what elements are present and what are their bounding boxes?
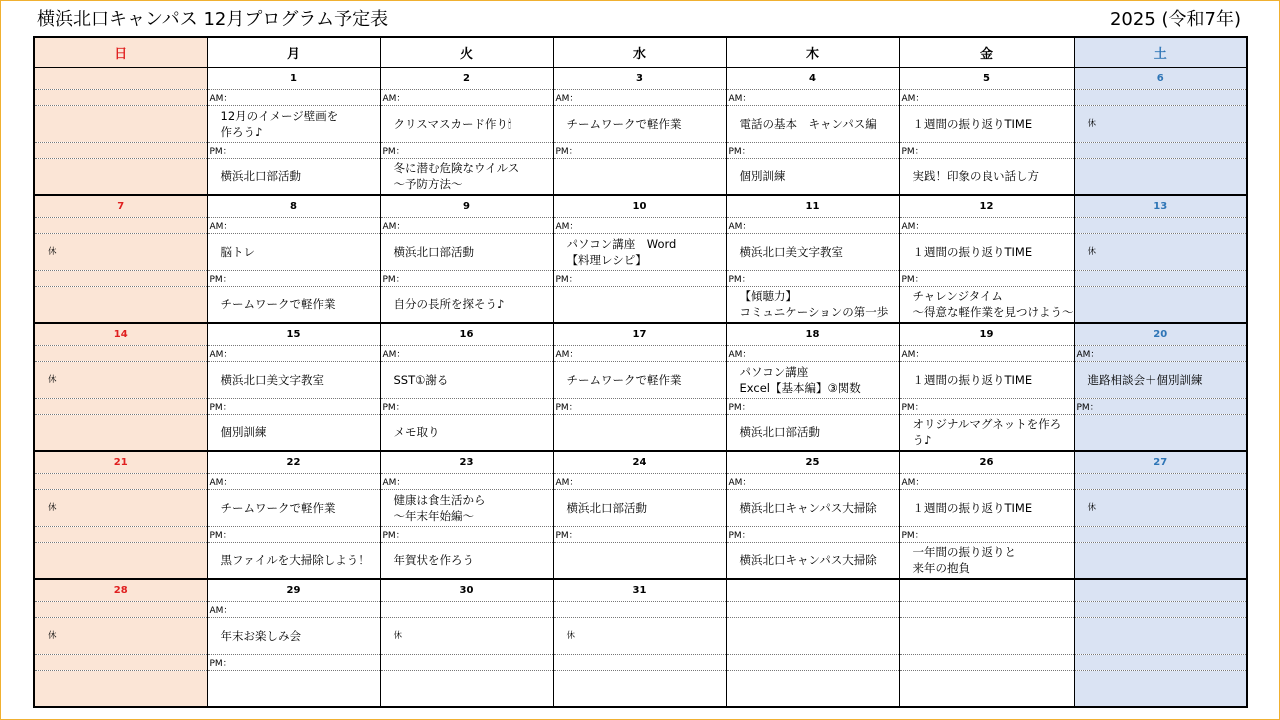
- am-label: AM：: [207, 217, 380, 233]
- weekday-header-wed: 水: [553, 37, 726, 67]
- am-label: AM：: [899, 89, 1074, 105]
- pm-label: [1074, 270, 1247, 286]
- pm-label: PM：: [207, 654, 380, 670]
- am-label: AM：: [899, 473, 1074, 489]
- pm-event: 横浜北口キャンパス大掃除: [726, 542, 899, 579]
- am-event: １週間の振り返りTIME: [899, 233, 1074, 270]
- pm-label: [726, 654, 899, 670]
- pm-event: [553, 542, 726, 579]
- am-event: [1074, 617, 1247, 654]
- am-label: AM：: [726, 89, 899, 105]
- pm-label: PM：: [553, 526, 726, 542]
- am-event: １週間の振り返りTIME: [899, 489, 1074, 526]
- pm-event: 横浜北口部活動: [207, 158, 380, 195]
- pm-event-row: [34, 670, 1247, 707]
- am-label: AM：: [1074, 345, 1247, 361]
- am-event: 休: [1074, 233, 1247, 270]
- pm-label-row: [34, 654, 1247, 670]
- date-cell: [1074, 579, 1247, 601]
- pm-event: 自分の長所を探そう♪: [380, 286, 553, 323]
- date-cell: 2: [380, 67, 553, 89]
- am-event: [726, 617, 899, 654]
- date-cell: 21: [34, 451, 207, 473]
- am-event: [899, 617, 1074, 654]
- am-event: １週間の振り返りTIME: [899, 105, 1074, 142]
- weekday-header-row: [34, 37, 1247, 67]
- date-cell: 23: [380, 451, 553, 473]
- pm-label: [34, 398, 207, 414]
- pm-label: PM：: [899, 526, 1074, 542]
- date-cell: 24: [553, 451, 726, 473]
- am-event: クリスマスカード作り🕯: [380, 105, 553, 142]
- date-cell: 16: [380, 323, 553, 345]
- date-cell: 7: [34, 195, 207, 217]
- pm-label-row: [34, 398, 1247, 414]
- am-event-row: [34, 105, 1247, 142]
- am-event: パソコン講座 Word 【料理レシピ】: [553, 233, 726, 270]
- pm-label-row: [34, 526, 1247, 542]
- pm-label: PM：: [207, 526, 380, 542]
- weekday-header-tue: 火: [380, 37, 553, 67]
- pm-event: [34, 414, 207, 451]
- pm-label: PM：: [207, 398, 380, 414]
- am-event: 横浜北口美文字教室: [726, 233, 899, 270]
- date-cell: [899, 579, 1074, 601]
- pm-event: 横浜北口部活動: [726, 414, 899, 451]
- am-event: 12月のイメージ壁画を 作ろう♪: [207, 105, 380, 142]
- am-label: AM：: [553, 345, 726, 361]
- weekday-header-mon: 月: [207, 37, 380, 67]
- date-cell: 1: [207, 67, 380, 89]
- am-event: チームワークで軽作業: [553, 105, 726, 142]
- am-event-row: [34, 617, 1247, 654]
- date-cell: 22: [207, 451, 380, 473]
- pm-event-row: [34, 158, 1247, 195]
- am-event: [34, 105, 207, 142]
- pm-label-row: [34, 270, 1247, 286]
- pm-label: PM：: [899, 398, 1074, 414]
- date-cell: 17: [553, 323, 726, 345]
- date-cell: 19: [899, 323, 1074, 345]
- date-cell: 6: [1074, 67, 1247, 89]
- pm-label: PM：: [726, 526, 899, 542]
- pm-label: PM：: [380, 398, 553, 414]
- am-event: 電話の基本 キャンパス編: [726, 105, 899, 142]
- am-label: AM：: [899, 217, 1074, 233]
- am-label-row: [34, 473, 1247, 489]
- am-event: 脳トレ: [207, 233, 380, 270]
- pm-event: [380, 670, 553, 707]
- am-label: AM：: [207, 345, 380, 361]
- date-cell: 11: [726, 195, 899, 217]
- am-event: 横浜北口美文字教室: [207, 361, 380, 398]
- pm-label: [1074, 654, 1247, 670]
- pm-event: [1074, 670, 1247, 707]
- date-cell: 31: [553, 579, 726, 601]
- date-cell: 29: [207, 579, 380, 601]
- date-row: [34, 195, 1247, 217]
- am-label: [1074, 217, 1247, 233]
- am-event: 休: [553, 617, 726, 654]
- pm-label: PM：: [1074, 398, 1247, 414]
- date-row: [34, 579, 1247, 601]
- date-cell: 15: [207, 323, 380, 345]
- am-event: SST①謝る: [380, 361, 553, 398]
- pm-event: 冬に潜む危険なウイルス ～予防方法～: [380, 158, 553, 195]
- date-cell: 25: [726, 451, 899, 473]
- weekday-header-thu: 木: [726, 37, 899, 67]
- am-label: [553, 601, 726, 617]
- pm-label: [1074, 142, 1247, 158]
- pm-event: [553, 286, 726, 323]
- am-label: AM：: [207, 601, 380, 617]
- pm-label: [553, 654, 726, 670]
- am-label: AM：: [553, 89, 726, 105]
- pm-label: [34, 270, 207, 286]
- pm-label: PM：: [553, 270, 726, 286]
- am-event: 休: [1074, 489, 1247, 526]
- date-cell: 18: [726, 323, 899, 345]
- date-cell: 28: [34, 579, 207, 601]
- pm-event: [34, 670, 207, 707]
- pm-event: 黒ファイルを大掃除しよう！: [207, 542, 380, 579]
- pm-event-row: [34, 414, 1247, 451]
- am-event: 休: [34, 361, 207, 398]
- pm-event: チャレンジタイム ～得意な軽作業を見つけよう～: [899, 286, 1074, 323]
- am-event: 年末お楽しみ会: [207, 617, 380, 654]
- am-event-row: [34, 233, 1247, 270]
- pm-label: PM：: [380, 142, 553, 158]
- date-cell: [726, 579, 899, 601]
- pm-event: 【傾聴力】 コミュニケーションの第一歩: [726, 286, 899, 323]
- pm-label: PM：: [207, 142, 380, 158]
- am-event: 休: [34, 617, 207, 654]
- am-label: AM：: [380, 89, 553, 105]
- am-event-row: [34, 361, 1247, 398]
- pm-label: PM：: [553, 142, 726, 158]
- pm-event: 実践！印象の良い話し方: [899, 158, 1074, 195]
- pm-label: [380, 654, 553, 670]
- am-label: [1074, 473, 1247, 489]
- am-event: 休: [380, 617, 553, 654]
- am-label-row: [34, 217, 1247, 233]
- am-event: 休: [1074, 105, 1247, 142]
- am-label: [899, 601, 1074, 617]
- am-label: AM：: [726, 345, 899, 361]
- am-label: AM：: [553, 473, 726, 489]
- date-cell: [34, 67, 207, 89]
- pm-event: [553, 158, 726, 195]
- am-label: AM：: [380, 473, 553, 489]
- pm-label: PM：: [380, 270, 553, 286]
- schedule-table: [33, 36, 1248, 708]
- am-event: 進路相談会＋個別訓練: [1074, 361, 1247, 398]
- page-title: 横浜北口キャンパス 12月プログラム予定表: [37, 9, 389, 30]
- pm-label: PM：: [207, 270, 380, 286]
- pm-label: PM：: [380, 526, 553, 542]
- pm-label: [899, 654, 1074, 670]
- am-event: 健康は食生活から ～年末年始編～: [380, 489, 553, 526]
- pm-label: PM：: [899, 270, 1074, 286]
- date-cell: 12: [899, 195, 1074, 217]
- am-label-row: [34, 345, 1247, 361]
- am-label-row: [34, 89, 1247, 105]
- date-cell: 9: [380, 195, 553, 217]
- am-event: 横浜北口部活動: [380, 233, 553, 270]
- pm-label-row: [34, 142, 1247, 158]
- date-cell: 30: [380, 579, 553, 601]
- date-cell: 14: [34, 323, 207, 345]
- pm-label: [1074, 526, 1247, 542]
- pm-event: 年賀状を作ろう: [380, 542, 553, 579]
- am-event: パソコン講座 Excel【基本編】③関数: [726, 361, 899, 398]
- pm-event: [553, 670, 726, 707]
- pm-event: [1074, 286, 1247, 323]
- date-cell: 26: [899, 451, 1074, 473]
- pm-event: メモ取り: [380, 414, 553, 451]
- pm-event: [1074, 158, 1247, 195]
- pm-event: [34, 286, 207, 323]
- am-event: １週間の振り返りTIME: [899, 361, 1074, 398]
- pm-label: [34, 142, 207, 158]
- am-label: AM：: [899, 345, 1074, 361]
- am-event: チームワークで軽作業: [207, 489, 380, 526]
- am-event: 休: [34, 233, 207, 270]
- year-label: 2025 (令和7年): [1109, 9, 1241, 30]
- am-label: AM：: [726, 473, 899, 489]
- pm-event: オリジナルマグネットを作ろ う♪: [899, 414, 1074, 451]
- am-label: [34, 601, 207, 617]
- pm-label: [34, 654, 207, 670]
- date-row: [34, 323, 1247, 345]
- am-label: [34, 473, 207, 489]
- am-event-row: [34, 489, 1247, 526]
- date-cell: 3: [553, 67, 726, 89]
- am-label: [726, 601, 899, 617]
- am-label: AM：: [380, 217, 553, 233]
- date-cell: 13: [1074, 195, 1247, 217]
- pm-event: チームワークで軽作業: [207, 286, 380, 323]
- am-event: チームワークで軽作業: [553, 361, 726, 398]
- am-label: [1074, 601, 1247, 617]
- pm-event: [1074, 414, 1247, 451]
- pm-label: PM：: [553, 398, 726, 414]
- pm-event: [1074, 542, 1247, 579]
- am-label: [34, 217, 207, 233]
- pm-event: [899, 670, 1074, 707]
- date-row: [34, 67, 1247, 89]
- pm-label: PM：: [899, 142, 1074, 158]
- am-event: 横浜北口部活動: [553, 489, 726, 526]
- pm-label: PM：: [726, 142, 899, 158]
- am-event: 横浜北口キャンパス大掃除: [726, 489, 899, 526]
- pm-label: [34, 526, 207, 542]
- date-row: [34, 451, 1247, 473]
- date-cell: 8: [207, 195, 380, 217]
- pm-event-row: [34, 286, 1247, 323]
- date-cell: 4: [726, 67, 899, 89]
- pm-label: PM：: [726, 398, 899, 414]
- pm-event: 個別訓練: [207, 414, 380, 451]
- date-cell: 20: [1074, 323, 1247, 345]
- date-cell: 5: [899, 67, 1074, 89]
- am-label: AM：: [207, 89, 380, 105]
- pm-event: [553, 414, 726, 451]
- am-label: [34, 345, 207, 361]
- pm-event-row: [34, 542, 1247, 579]
- pm-event: [34, 158, 207, 195]
- am-label: [380, 601, 553, 617]
- am-label-row: [34, 601, 1247, 617]
- date-cell: 27: [1074, 451, 1247, 473]
- am-label: AM：: [380, 345, 553, 361]
- pm-event: [34, 542, 207, 579]
- weekday-header-sun: 日: [34, 37, 207, 67]
- am-label: AM：: [726, 217, 899, 233]
- am-event: 休: [34, 489, 207, 526]
- pm-label: PM：: [726, 270, 899, 286]
- weekday-header-fri: 金: [899, 37, 1074, 67]
- am-label: AM：: [207, 473, 380, 489]
- pm-event: 一年間の振り返りと 来年の抱負: [899, 542, 1074, 579]
- weekday-header-sat: 土: [1074, 37, 1247, 67]
- am-label: [34, 89, 207, 105]
- pm-event: [207, 670, 380, 707]
- pm-event: [726, 670, 899, 707]
- am-label: AM：: [553, 217, 726, 233]
- pm-event: 個別訓練: [726, 158, 899, 195]
- am-label: [1074, 89, 1247, 105]
- date-cell: 10: [553, 195, 726, 217]
